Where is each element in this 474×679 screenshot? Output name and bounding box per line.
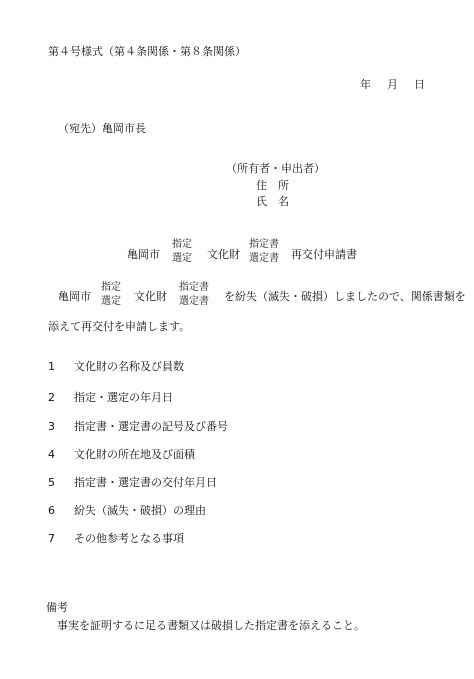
title-suffix: 再交付申請書 — [291, 248, 357, 261]
item-number: 5 — [48, 476, 55, 489]
title-property: 文化財 — [207, 248, 240, 261]
item-number: 6 — [48, 504, 55, 517]
item-text: その他参考となる事項 — [74, 532, 184, 545]
title-designation-bottom: 選定 — [172, 253, 192, 264]
body-property: 文化財 — [134, 290, 167, 303]
title-designation-stack — [172, 238, 192, 266]
list-item — [48, 421, 228, 432]
list-item — [48, 449, 195, 460]
name-label: 氏 名 — [256, 195, 289, 208]
title-document-top: 指定書 — [249, 239, 279, 250]
address-label: 住 所 — [256, 179, 289, 192]
date-year-label: 年 — [360, 78, 371, 91]
title-document-stack — [249, 238, 279, 266]
remarks-text: 事実を証明するに足る書類又は破損した指定書を添えること。 — [57, 619, 365, 632]
body-line1-rest: を紛失（滅失・破損）しましたので、関係書類を — [224, 290, 466, 303]
title-designation-top: 指定 — [172, 239, 192, 250]
list-item — [48, 533, 184, 544]
item-text: 紛失（滅失・破損）の理由 — [74, 504, 206, 517]
item-text: 文化財の所在地及び面積 — [74, 448, 195, 461]
title-document-bottom: 選定書 — [249, 253, 279, 264]
date-day-label: 日 — [414, 78, 425, 91]
title-prefix: 亀岡市 — [127, 248, 160, 261]
item-number: 2 — [48, 391, 55, 404]
item-text: 指定書・選定書の交付年月日 — [74, 476, 217, 489]
body-document-stack — [179, 281, 209, 309]
applicant-role: （所有者・申出者） — [226, 162, 325, 175]
body-line2: 添えて再交付を申請します。 — [48, 320, 191, 333]
body-designation-stack — [101, 281, 121, 309]
list-item — [48, 477, 217, 488]
item-number: 3 — [48, 420, 55, 433]
body-designation-top: 指定 — [101, 282, 121, 293]
list-item — [48, 505, 206, 516]
item-text: 指定書・選定書の記号及び番号 — [74, 420, 228, 433]
addressee: （宛先）亀岡市長 — [58, 122, 146, 135]
body-prefix: 亀岡市 — [58, 290, 91, 303]
form-number: 第４号様式（第４条関係・第８条関係） — [48, 45, 246, 58]
body-document-top: 指定書 — [179, 282, 209, 293]
body-designation-bottom: 選定 — [101, 296, 121, 307]
item-text: 文化財の名称及び員数 — [74, 360, 184, 373]
item-number: 4 — [48, 448, 55, 461]
remarks-heading: 備考 — [46, 601, 68, 614]
item-number: 7 — [48, 532, 55, 545]
list-item — [48, 392, 173, 403]
list-item — [48, 361, 184, 372]
item-number: 1 — [48, 360, 55, 373]
body-document-bottom: 選定書 — [179, 296, 209, 307]
item-text: 指定・選定の年月日 — [74, 391, 173, 404]
date-month-label: 月 — [387, 78, 398, 91]
